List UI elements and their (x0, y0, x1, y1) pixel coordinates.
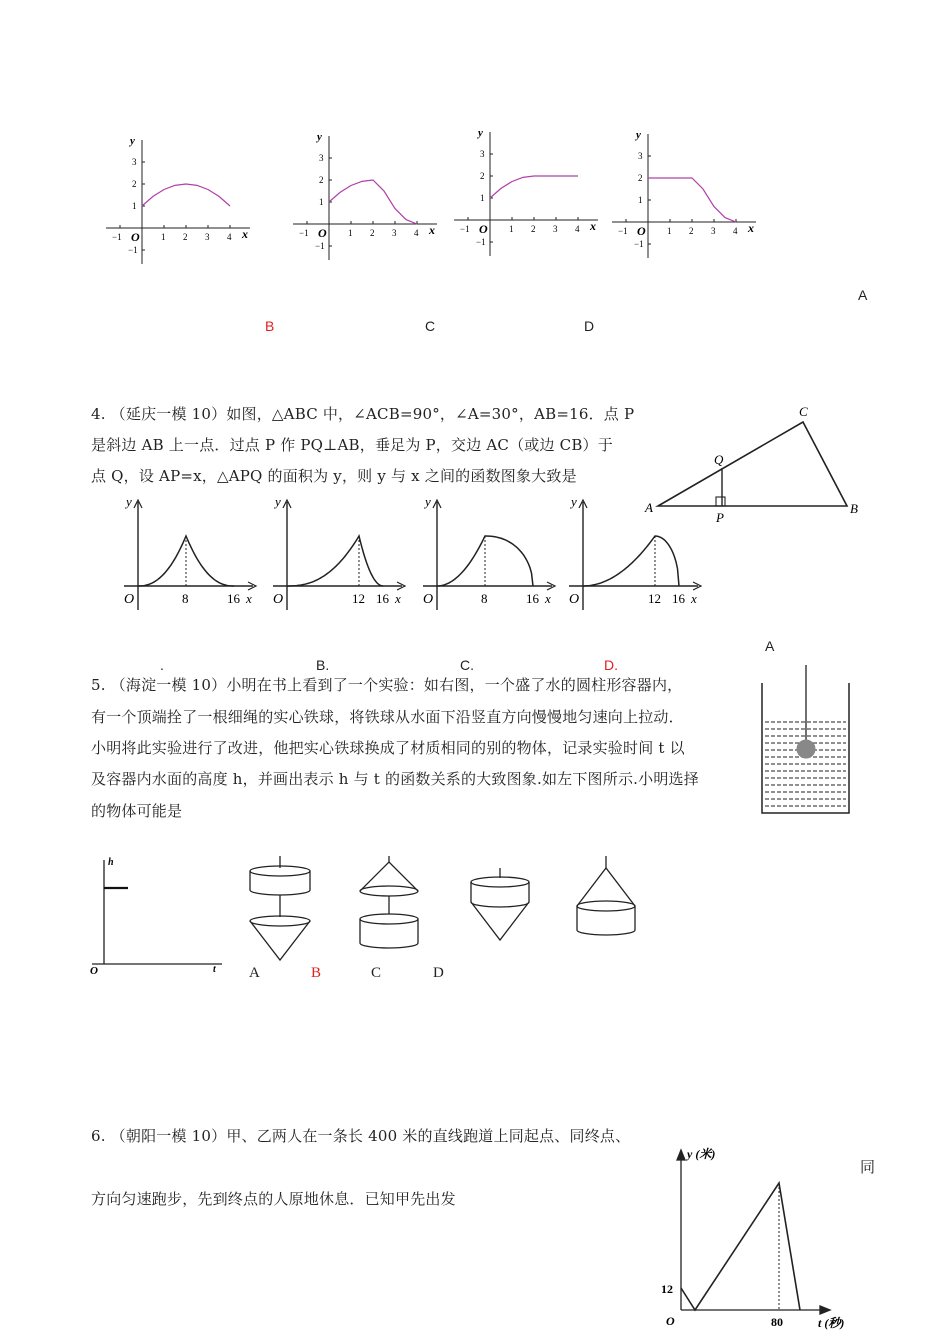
y-tick-label: 2 (638, 173, 643, 183)
y-axis-label: y (636, 129, 641, 141)
x-axis-label: x (545, 591, 551, 606)
q3-curve (648, 178, 736, 222)
q4-option-a-dot: . (160, 657, 164, 673)
y-tick-label: 1 (319, 197, 324, 207)
peak-x-label: 8 (481, 591, 488, 606)
q6-origin: O (666, 1314, 675, 1328)
origin-label: O (131, 230, 140, 244)
x-tick-label: −1 (299, 228, 309, 238)
q4-curve (583, 536, 679, 586)
y-tick-label: −1 (315, 241, 325, 251)
y-tick-label: 2 (319, 175, 324, 185)
y-axis-label: y (425, 494, 431, 509)
peak-x-label: 12 (648, 591, 661, 606)
origin-label: O (124, 592, 135, 607)
y-tick-label: 3 (132, 157, 137, 167)
q4-option-b: B. (316, 657, 330, 673)
x-tick-label: 1 (161, 232, 166, 242)
x-tick-label: 3 (553, 224, 558, 234)
q5-line-4: 及容器内水面的高度 h，并画出表示 h 与 t 的函数关系的大致图象.如左下图所示.小明选择 (91, 770, 699, 788)
end-x-label: 16 (227, 591, 240, 606)
q6-y-label: y (米) (687, 1147, 716, 1161)
h-label: h (108, 857, 114, 868)
x-tick-label: 4 (227, 232, 232, 242)
y-tick-label: 1 (480, 193, 485, 203)
q4-option-a: A (765, 638, 775, 654)
origin-label: O (479, 222, 488, 236)
q5-option-b: B (311, 965, 322, 981)
x-tick-label: 4 (414, 228, 419, 238)
label-q: Q (714, 452, 724, 467)
q5-container-figure (755, 660, 855, 820)
origin-label: O (569, 592, 580, 607)
x-tick-label: 2 (531, 224, 536, 234)
x-tick-label: 1 (509, 224, 514, 234)
x-axis-label: x (242, 227, 248, 241)
q3-graph-1 (106, 135, 250, 264)
x-tick-label: 3 (205, 232, 210, 242)
y-tick-label: 2 (132, 179, 137, 189)
x-axis-label: x (429, 223, 435, 237)
q4-graphs (110, 490, 720, 620)
origin-label: O (318, 226, 327, 240)
q6-x-label: t (秒) (818, 1316, 845, 1330)
x-tick-label: 1 (667, 226, 672, 236)
q5-ht-graph (85, 850, 235, 980)
origin-label: O (423, 592, 434, 607)
x-tick-label: 3 (392, 228, 397, 238)
q5-line-5: 的物体可能是 (91, 802, 183, 820)
q6-distance-curve (681, 1183, 800, 1310)
q4-line-2: 是斜边 AB 上一点．过点 P 作 PQ⊥AB，垂足为 P，交边 AC（或边 CB）于 (91, 436, 613, 454)
y-tick-label: 2 (480, 171, 485, 181)
q4-graph-2 (273, 494, 405, 610)
x-axis-label: x (748, 221, 754, 235)
y-axis-label: y (275, 494, 281, 509)
x-tick-label: −1 (618, 226, 628, 236)
x-axis-label: x (246, 591, 252, 606)
q4-graph-1 (124, 494, 256, 610)
x-tick-label: 4 (733, 226, 738, 236)
iron-ball (797, 740, 815, 758)
origin-label: O (637, 224, 646, 238)
object-cylinder-cone (471, 868, 529, 940)
x-axis-label: x (590, 219, 596, 233)
end-x-label: 16 (672, 591, 685, 606)
q6-y-tick: 12 (661, 1282, 673, 1296)
q3-graphs (0, 110, 800, 280)
y-tick-label: 3 (319, 153, 324, 163)
q4-line-1: 4. （延庆一模 10）如图，△ABC 中，∠ACB=90°，∠A=30°，AB=16．点 P (91, 405, 635, 423)
q6-x-tick: 80 (771, 1315, 783, 1329)
x-tick-label: 2 (689, 226, 694, 236)
x-axis-label: x (691, 591, 697, 606)
y-tick-label: 3 (480, 149, 485, 159)
y-tick-label: −1 (476, 237, 486, 247)
y-axis-label: y (317, 131, 322, 143)
q5-line-1: 5. （海淀一模 10）小明在书上看到了一个实验：如右图，一个盛了水的圆柱形容器内， (91, 676, 683, 694)
q6-line-1-tail: 同 (860, 1158, 876, 1176)
q3-graph-4 (612, 129, 756, 258)
x-tick-label: 3 (711, 226, 716, 236)
y-tick-label: 1 (638, 195, 643, 205)
q3-curve (142, 184, 230, 206)
y-axis-label: y (130, 135, 135, 147)
q3-option-d: D (584, 318, 595, 334)
y-tick-label: −1 (634, 239, 644, 249)
object-cylinder-over-cone (250, 856, 310, 960)
x-axis-label: x (395, 591, 401, 606)
q3-option-a: A (858, 287, 868, 303)
q3-curve (490, 176, 578, 198)
label-p: P (716, 510, 724, 525)
q6-line-1: 6. （朝阳一模 10）甲、乙两人在一条长 400 米的直线跑道上同起点、同终点、 (91, 1127, 631, 1145)
q5-option-c: C (371, 965, 382, 981)
q4-graph-4 (569, 494, 701, 610)
q4-graph-3 (423, 494, 555, 610)
y-axis-label: y (571, 494, 577, 509)
q3-graph-3 (454, 127, 598, 256)
q5-objects (240, 850, 640, 965)
q5-option-a: A (249, 965, 260, 981)
object-cone-over-cylinder (360, 856, 418, 948)
y-axis-label: y (126, 494, 132, 509)
q5-line-2: 有一个顶端拴了一根细绳的实心铁球，将铁球从水面下沿竖直方向慢慢地匀速向上拉动． (91, 708, 684, 726)
x-tick-label: 2 (370, 228, 375, 238)
label-b: B (850, 501, 858, 516)
y-tick-label: 3 (638, 151, 643, 161)
q3-option-c: C (425, 318, 436, 334)
label-c: C (799, 404, 808, 419)
x-tick-label: −1 (460, 224, 470, 234)
x-tick-label: 1 (348, 228, 353, 238)
x-tick-label: 2 (183, 232, 188, 242)
object-cone-cylinder (577, 856, 635, 935)
q4-line-3: 点 Q，设 AP=x，△APQ 的面积为 y，则 y 与 x 之间的函数图象大致是 (91, 467, 577, 485)
q4-option-c: C. (460, 657, 474, 673)
y-axis-label: y (478, 127, 483, 139)
q6-graph (655, 1140, 860, 1340)
y-tick-label: 1 (132, 201, 137, 211)
q3-option-b: B (265, 318, 275, 334)
end-x-label: 16 (526, 591, 539, 606)
origin-label: O (273, 592, 284, 607)
q4-option-d: D. (604, 657, 618, 673)
label-a: A (645, 500, 653, 515)
end-x-label: 16 (376, 591, 389, 606)
q5-option-d: D (433, 965, 444, 981)
x-tick-label: −1 (112, 232, 122, 242)
y-tick-label: −1 (128, 245, 138, 255)
t-label: t (213, 964, 216, 975)
origin-label: O (90, 965, 98, 977)
peak-x-label: 12 (352, 591, 365, 606)
peak-x-label: 8 (182, 591, 189, 606)
q3-curve (329, 180, 417, 224)
q6-line-2: 方向匀速跑步，先到终点的人原地休息．已知甲先出发 (91, 1190, 456, 1208)
x-tick-label: 4 (575, 224, 580, 234)
q4-curve (287, 536, 383, 586)
q5-line-3: 小明将此实验进行了改进，他把实心铁球换成了材质相同的别的物体，记录实验时间 t 以 (91, 739, 685, 757)
q3-graph-2 (293, 131, 437, 260)
